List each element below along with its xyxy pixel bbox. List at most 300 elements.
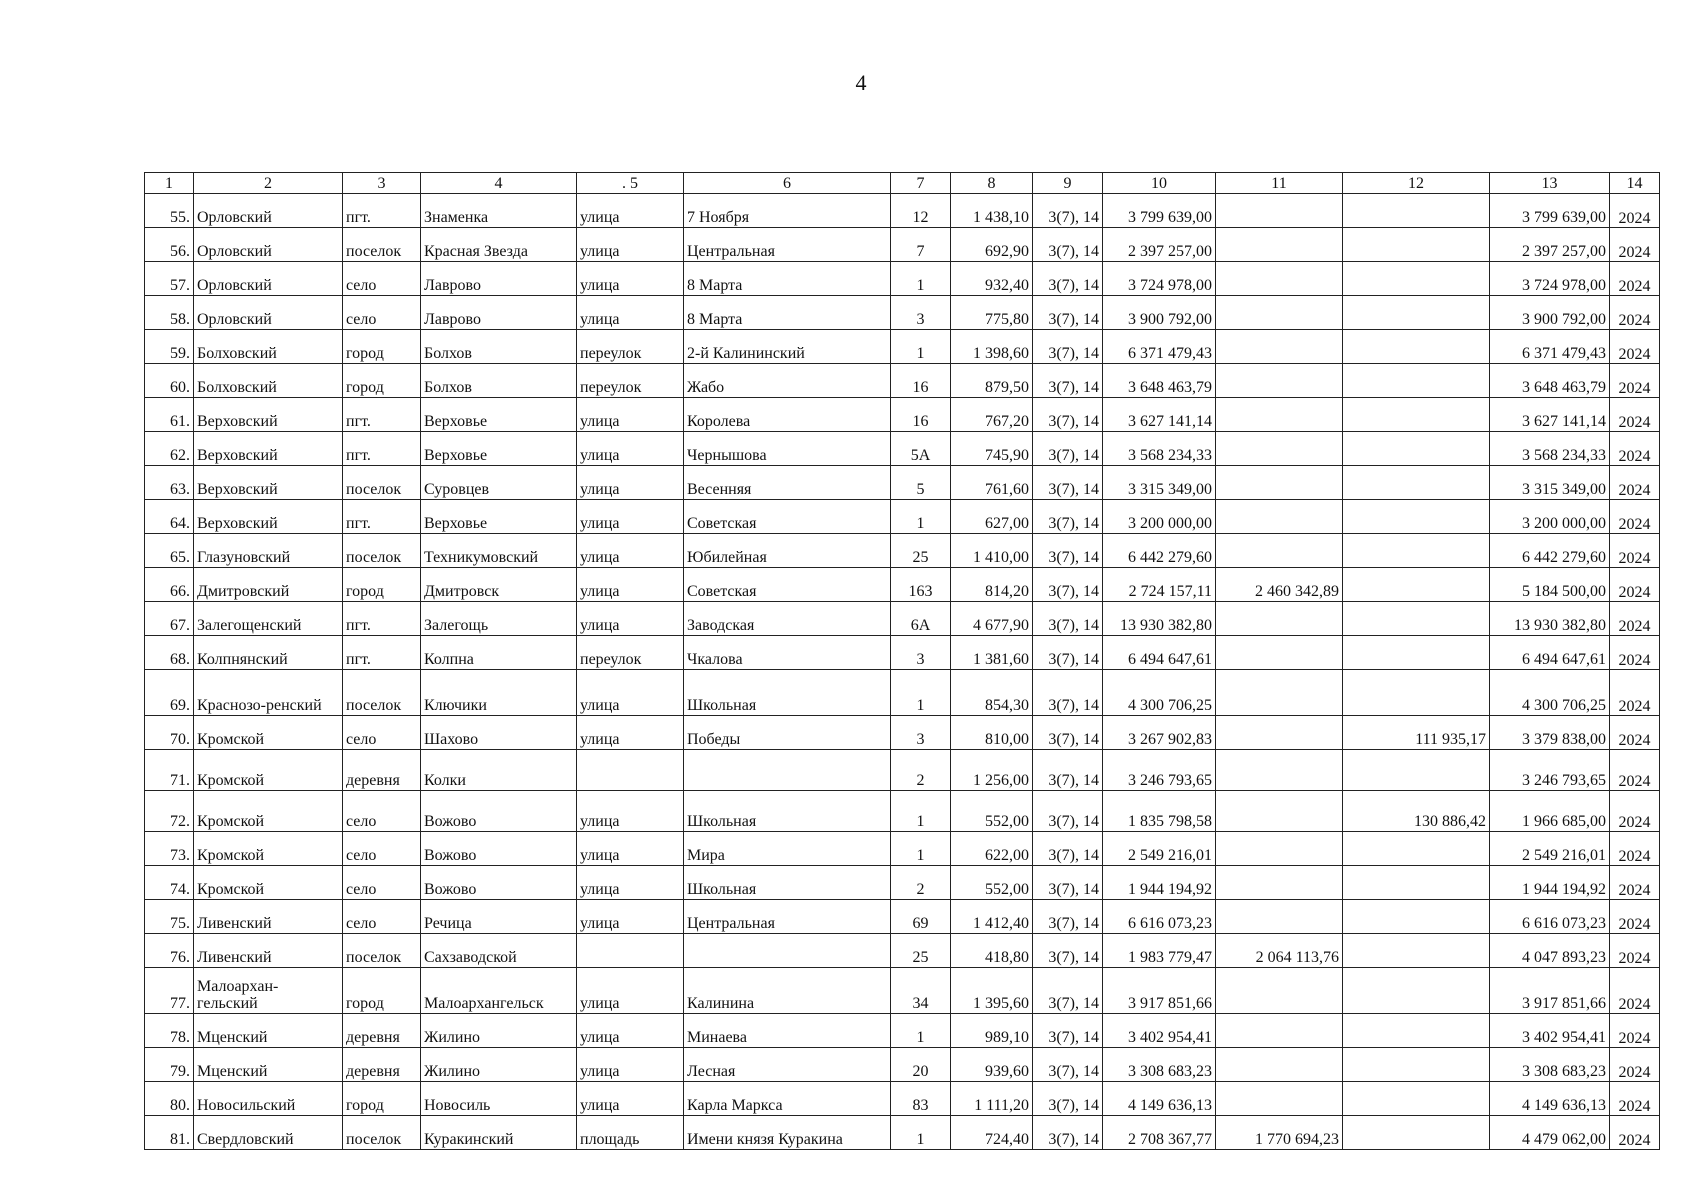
amount-cell: 6 494 647,61 — [1103, 636, 1216, 670]
total-cell: 4 149 636,13 — [1490, 1082, 1610, 1116]
total-cell: 3 200 000,00 — [1490, 500, 1610, 534]
code-cell: 3(7), 14 — [1033, 636, 1103, 670]
amount-col11-cell — [1216, 750, 1343, 791]
district-cell: Болховский — [194, 330, 343, 364]
house-number-cell: 25 — [891, 534, 951, 568]
amount-col11-cell — [1216, 670, 1343, 716]
amount-col12-cell — [1343, 364, 1490, 398]
table-row — [145, 194, 1660, 228]
house-number-cell: 1 — [891, 832, 951, 866]
amount-cell: 3 267 902,83 — [1103, 716, 1216, 750]
district-cell: Кромской — [194, 716, 343, 750]
district-cell: Глазуновский — [194, 534, 343, 568]
row-number-cell: 76. — [145, 934, 194, 968]
table-row — [145, 568, 1660, 602]
row-number-cell: 61. — [145, 398, 194, 432]
locality-cell: Лаврово — [421, 262, 577, 296]
street-type-cell: улица — [577, 1048, 684, 1082]
district-cell: Верховский — [194, 466, 343, 500]
street-cell: Чернышова — [684, 432, 891, 466]
district-cell: Мценский — [194, 1048, 343, 1082]
area-cell: 1 111,20 — [951, 1082, 1033, 1116]
street-type-cell: улица — [577, 900, 684, 934]
table-row — [145, 968, 1660, 1014]
table-row — [145, 534, 1660, 568]
settlement-type-cell: город — [343, 968, 421, 1014]
row-number-cell: 56. — [145, 228, 194, 262]
column-header: 12 — [1343, 173, 1490, 194]
amount-cell: 2 397 257,00 — [1103, 228, 1216, 262]
street-cell: Королева — [684, 398, 891, 432]
district-cell: Малоархан-гельский — [194, 968, 343, 1014]
street-cell: Лесная — [684, 1048, 891, 1082]
code-cell: 3(7), 14 — [1033, 968, 1103, 1014]
street-type-cell: улица — [577, 296, 684, 330]
house-number-cell: 83 — [891, 1082, 951, 1116]
street-cell: Чкалова — [684, 636, 891, 670]
row-number-cell: 77. — [145, 968, 194, 1014]
total-cell: 3 627 141,14 — [1490, 398, 1610, 432]
year-cell: 2024 — [1610, 1082, 1660, 1116]
street-type-cell: улица — [577, 262, 684, 296]
area-cell: 418,80 — [951, 934, 1033, 968]
total-cell: 4 047 893,23 — [1490, 934, 1610, 968]
street-type-cell: улица — [577, 866, 684, 900]
locality-cell: Колки — [421, 750, 577, 791]
column-header: 4 — [421, 173, 577, 194]
district-cell: Ливенский — [194, 934, 343, 968]
total-cell: 3 568 234,33 — [1490, 432, 1610, 466]
amount-col11-cell — [1216, 534, 1343, 568]
row-number-cell: 59. — [145, 330, 194, 364]
street-type-cell: улица — [577, 194, 684, 228]
code-cell: 3(7), 14 — [1033, 296, 1103, 330]
amount-col12-cell: 130 886,42 — [1343, 791, 1490, 832]
table-row — [145, 432, 1660, 466]
year-cell: 2024 — [1610, 568, 1660, 602]
row-number-cell: 60. — [145, 364, 194, 398]
table-row — [145, 398, 1660, 432]
area-cell: 1 438,10 — [951, 194, 1033, 228]
settlement-type-cell: поселок — [343, 934, 421, 968]
settlement-type-cell: пгт. — [343, 636, 421, 670]
area-cell: 989,10 — [951, 1014, 1033, 1048]
amount-col11-cell — [1216, 636, 1343, 670]
street-type-cell: улица — [577, 791, 684, 832]
street-cell: 7 Ноября — [684, 194, 891, 228]
year-cell: 2024 — [1610, 296, 1660, 330]
house-number-cell: 7 — [891, 228, 951, 262]
amount-col12-cell — [1343, 330, 1490, 364]
table-row — [145, 900, 1660, 934]
amount-cell: 3 315 349,00 — [1103, 466, 1216, 500]
district-cell: Орловский — [194, 228, 343, 262]
code-cell: 3(7), 14 — [1033, 750, 1103, 791]
amount-cell: 6 616 073,23 — [1103, 900, 1216, 934]
page-number: 4 — [855, 70, 867, 95]
total-cell: 3 799 639,00 — [1490, 194, 1610, 228]
amount-col12-cell — [1343, 398, 1490, 432]
district-cell: Верховский — [194, 398, 343, 432]
year-cell: 2024 — [1610, 900, 1660, 934]
code-cell: 3(7), 14 — [1033, 228, 1103, 262]
street-cell: Заводская — [684, 602, 891, 636]
area-cell: 767,20 — [951, 398, 1033, 432]
total-cell: 1 966 685,00 — [1490, 791, 1610, 832]
amount-cell: 1 983 779,47 — [1103, 934, 1216, 968]
amount-cell: 6 442 279,60 — [1103, 534, 1216, 568]
total-cell: 4 300 706,25 — [1490, 670, 1610, 716]
street-type-cell: улица — [577, 228, 684, 262]
amount-col11-cell — [1216, 1082, 1343, 1116]
row-number-cell: 66. — [145, 568, 194, 602]
district-cell: Мценский — [194, 1014, 343, 1048]
area-cell: 1 256,00 — [951, 750, 1033, 791]
amount-col12-cell — [1343, 568, 1490, 602]
amount-cell: 6 371 479,43 — [1103, 330, 1216, 364]
street-type-cell: улица — [577, 466, 684, 500]
amount-cell: 3 627 141,14 — [1103, 398, 1216, 432]
street-cell: Победы — [684, 716, 891, 750]
street-type-cell: переулок — [577, 364, 684, 398]
year-cell: 2024 — [1610, 602, 1660, 636]
locality-cell: Вожово — [421, 791, 577, 832]
amount-col11-cell — [1216, 716, 1343, 750]
area-cell: 1 381,60 — [951, 636, 1033, 670]
house-number-cell: 1 — [891, 791, 951, 832]
total-cell: 3 917 851,66 — [1490, 968, 1610, 1014]
street-type-cell: улица — [577, 568, 684, 602]
locality-cell: Вожово — [421, 832, 577, 866]
total-cell: 3 648 463,79 — [1490, 364, 1610, 398]
street-cell: Весенняя — [684, 466, 891, 500]
amount-col12-cell — [1343, 866, 1490, 900]
column-header: 13 — [1490, 173, 1610, 194]
code-cell: 3(7), 14 — [1033, 832, 1103, 866]
column-header: 7 — [891, 173, 951, 194]
house-number-cell: 3 — [891, 716, 951, 750]
amount-cell: 3 900 792,00 — [1103, 296, 1216, 330]
table-row — [145, 1014, 1660, 1048]
house-number-cell: 34 — [891, 968, 951, 1014]
row-number-cell: 74. — [145, 866, 194, 900]
street-cell: Юбилейная — [684, 534, 891, 568]
locality-cell: Сахзаводской — [421, 934, 577, 968]
amount-col11-cell — [1216, 1048, 1343, 1082]
amount-col11-cell — [1216, 1014, 1343, 1048]
house-number-cell: 5А — [891, 432, 951, 466]
amount-col11-cell — [1216, 602, 1343, 636]
locality-cell: Жилино — [421, 1014, 577, 1048]
street-type-cell — [577, 750, 684, 791]
amount-col12-cell — [1343, 466, 1490, 500]
column-header: 10 — [1103, 173, 1216, 194]
house-number-cell: 2 — [891, 750, 951, 791]
street-type-cell: площадь — [577, 1116, 684, 1150]
row-number-cell: 78. — [145, 1014, 194, 1048]
settlement-type-cell: деревня — [343, 1048, 421, 1082]
year-cell: 2024 — [1610, 330, 1660, 364]
table-row — [145, 500, 1660, 534]
total-cell: 4 479 062,00 — [1490, 1116, 1610, 1150]
total-cell: 3 246 793,65 — [1490, 750, 1610, 791]
area-cell: 939,60 — [951, 1048, 1033, 1082]
area-cell: 1 395,60 — [951, 968, 1033, 1014]
street-cell: Школьная — [684, 670, 891, 716]
header-row — [145, 173, 1660, 194]
code-cell: 3(7), 14 — [1033, 330, 1103, 364]
amount-cell: 4 149 636,13 — [1103, 1082, 1216, 1116]
settlement-type-cell: село — [343, 832, 421, 866]
total-cell: 6 371 479,43 — [1490, 330, 1610, 364]
street-cell: Школьная — [684, 866, 891, 900]
street-cell: Центральная — [684, 900, 891, 934]
row-number-cell: 63. — [145, 466, 194, 500]
amount-col11-cell: 1 770 694,23 — [1216, 1116, 1343, 1150]
row-number-cell: 57. — [145, 262, 194, 296]
total-cell: 6 494 647,61 — [1490, 636, 1610, 670]
street-cell: Имени князя Куракина — [684, 1116, 891, 1150]
locality-cell: Знаменка — [421, 194, 577, 228]
house-number-cell: 3 — [891, 636, 951, 670]
row-number-cell: 70. — [145, 716, 194, 750]
street-type-cell — [577, 934, 684, 968]
amount-col12-cell — [1343, 262, 1490, 296]
locality-cell: Техникумовский — [421, 534, 577, 568]
amount-cell: 4 300 706,25 — [1103, 670, 1216, 716]
street-type-cell: улица — [577, 1082, 684, 1116]
settlement-type-cell: село — [343, 262, 421, 296]
area-cell: 879,50 — [951, 364, 1033, 398]
house-number-cell: 12 — [891, 194, 951, 228]
code-cell: 3(7), 14 — [1033, 670, 1103, 716]
year-cell: 2024 — [1610, 466, 1660, 500]
total-cell: 2 397 257,00 — [1490, 228, 1610, 262]
total-cell: 13 930 382,80 — [1490, 602, 1610, 636]
year-cell: 2024 — [1610, 791, 1660, 832]
code-cell: 3(7), 14 — [1033, 602, 1103, 636]
locality-cell: Верховье — [421, 398, 577, 432]
column-header: 11 — [1216, 173, 1343, 194]
district-cell: Верховский — [194, 432, 343, 466]
street-type-cell: улица — [577, 398, 684, 432]
amount-col11-cell — [1216, 262, 1343, 296]
amount-col11-cell: 2 064 113,76 — [1216, 934, 1343, 968]
house-number-cell: 6А — [891, 602, 951, 636]
code-cell: 3(7), 14 — [1033, 568, 1103, 602]
row-number-cell: 80. — [145, 1082, 194, 1116]
settlement-type-cell: деревня — [343, 1014, 421, 1048]
code-cell: 3(7), 14 — [1033, 194, 1103, 228]
house-number-cell: 16 — [891, 364, 951, 398]
year-cell: 2024 — [1610, 968, 1660, 1014]
year-cell: 2024 — [1610, 1048, 1660, 1082]
area-cell: 775,80 — [951, 296, 1033, 330]
district-cell: Дмитровский — [194, 568, 343, 602]
amount-cell: 2 549 216,01 — [1103, 832, 1216, 866]
house-number-cell: 69 — [891, 900, 951, 934]
amount-cell: 2 724 157,11 — [1103, 568, 1216, 602]
total-cell: 3 315 349,00 — [1490, 466, 1610, 500]
year-cell: 2024 — [1610, 228, 1660, 262]
street-cell: Карла Маркса — [684, 1082, 891, 1116]
table-row — [145, 1082, 1660, 1116]
table-row — [145, 228, 1660, 262]
code-cell: 3(7), 14 — [1033, 534, 1103, 568]
amount-col12-cell — [1343, 832, 1490, 866]
amount-col11-cell — [1216, 500, 1343, 534]
area-cell: 745,90 — [951, 432, 1033, 466]
area-cell: 622,00 — [951, 832, 1033, 866]
amount-col12-cell — [1343, 1082, 1490, 1116]
locality-cell: Болхов — [421, 330, 577, 364]
amount-cell: 3 799 639,00 — [1103, 194, 1216, 228]
settlement-type-cell: город — [343, 364, 421, 398]
registry-table — [144, 172, 1660, 1150]
street-type-cell: улица — [577, 432, 684, 466]
street-type-cell: улица — [577, 602, 684, 636]
settlement-type-cell: поселок — [343, 1116, 421, 1150]
street-type-cell: улица — [577, 716, 684, 750]
locality-cell: Дмитровск — [421, 568, 577, 602]
amount-col12-cell — [1343, 934, 1490, 968]
amount-col12-cell — [1343, 602, 1490, 636]
house-number-cell: 3 — [891, 296, 951, 330]
locality-cell: Верховье — [421, 432, 577, 466]
settlement-type-cell: город — [343, 568, 421, 602]
year-cell: 2024 — [1610, 534, 1660, 568]
amount-cell: 3 200 000,00 — [1103, 500, 1216, 534]
amount-col12-cell — [1343, 194, 1490, 228]
year-cell: 2024 — [1610, 750, 1660, 791]
house-number-cell: 1 — [891, 330, 951, 364]
settlement-type-cell: поселок — [343, 534, 421, 568]
column-header: . 5 — [577, 173, 684, 194]
amount-cell: 2 708 367,77 — [1103, 1116, 1216, 1150]
amount-col12-cell — [1343, 228, 1490, 262]
code-cell: 3(7), 14 — [1033, 398, 1103, 432]
area-cell: 810,00 — [951, 716, 1033, 750]
locality-cell: Верховье — [421, 500, 577, 534]
street-cell: Мира — [684, 832, 891, 866]
settlement-type-cell: пгт. — [343, 500, 421, 534]
locality-cell: Малоархангельск — [421, 968, 577, 1014]
house-number-cell: 1 — [891, 1014, 951, 1048]
code-cell: 3(7), 14 — [1033, 716, 1103, 750]
area-cell: 692,90 — [951, 228, 1033, 262]
settlement-type-cell: поселок — [343, 228, 421, 262]
total-cell: 1 944 194,92 — [1490, 866, 1610, 900]
year-cell: 2024 — [1610, 1014, 1660, 1048]
district-cell: Орловский — [194, 262, 343, 296]
table-row — [145, 1048, 1660, 1082]
total-cell: 3 402 954,41 — [1490, 1014, 1610, 1048]
row-number-cell: 81. — [145, 1116, 194, 1150]
area-cell: 814,20 — [951, 568, 1033, 602]
amount-col11-cell — [1216, 194, 1343, 228]
amount-col12-cell — [1343, 670, 1490, 716]
code-cell: 3(7), 14 — [1033, 1048, 1103, 1082]
settlement-type-cell: пгт. — [343, 602, 421, 636]
street-type-cell: улица — [577, 500, 684, 534]
amount-cell: 3 402 954,41 — [1103, 1014, 1216, 1048]
street-cell: Советская — [684, 500, 891, 534]
amount-cell: 3 568 234,33 — [1103, 432, 1216, 466]
amount-col11-cell — [1216, 832, 1343, 866]
settlement-type-cell: село — [343, 900, 421, 934]
area-cell: 552,00 — [951, 791, 1033, 832]
house-number-cell: 5 — [891, 466, 951, 500]
house-number-cell: 16 — [891, 398, 951, 432]
table-row — [145, 791, 1660, 832]
settlement-type-cell: пгт. — [343, 194, 421, 228]
street-cell: Жабо — [684, 364, 891, 398]
amount-cell: 3 917 851,66 — [1103, 968, 1216, 1014]
row-number-cell: 55. — [145, 194, 194, 228]
district-cell: Кромской — [194, 866, 343, 900]
table-row — [145, 866, 1660, 900]
year-cell: 2024 — [1610, 934, 1660, 968]
row-number-cell: 65. — [145, 534, 194, 568]
amount-col11-cell: 2 460 342,89 — [1216, 568, 1343, 602]
amount-col12-cell — [1343, 1116, 1490, 1150]
street-cell: Школьная — [684, 791, 891, 832]
area-cell: 1 410,00 — [951, 534, 1033, 568]
row-number-cell: 72. — [145, 791, 194, 832]
area-cell: 761,60 — [951, 466, 1033, 500]
street-cell: Калинина — [684, 968, 891, 1014]
row-number-cell: 75. — [145, 900, 194, 934]
row-number-cell: 62. — [145, 432, 194, 466]
district-cell: Верховский — [194, 500, 343, 534]
area-cell: 854,30 — [951, 670, 1033, 716]
amount-col12-cell — [1343, 1048, 1490, 1082]
settlement-type-cell: деревня — [343, 750, 421, 791]
amount-col12-cell — [1343, 968, 1490, 1014]
total-cell: 2 549 216,01 — [1490, 832, 1610, 866]
year-cell: 2024 — [1610, 866, 1660, 900]
house-number-cell: 1 — [891, 262, 951, 296]
street-cell: Советская — [684, 568, 891, 602]
street-cell — [684, 934, 891, 968]
total-cell: 5 184 500,00 — [1490, 568, 1610, 602]
district-cell: Ливенский — [194, 900, 343, 934]
amount-col12-cell — [1343, 296, 1490, 330]
table-row — [145, 716, 1660, 750]
row-number-cell: 67. — [145, 602, 194, 636]
amount-col12-cell — [1343, 500, 1490, 534]
locality-cell: Новосиль — [421, 1082, 577, 1116]
house-number-cell: 2 — [891, 866, 951, 900]
amount-col11-cell — [1216, 398, 1343, 432]
street-cell: 2-й Калининский — [684, 330, 891, 364]
amount-cell: 1 944 194,92 — [1103, 866, 1216, 900]
amount-col12-cell — [1343, 636, 1490, 670]
locality-cell: Колпна — [421, 636, 577, 670]
column-header: 8 — [951, 173, 1033, 194]
year-cell: 2024 — [1610, 364, 1660, 398]
row-number-cell: 69. — [145, 670, 194, 716]
district-cell: Залегощенский — [194, 602, 343, 636]
district-cell: Колпнянский — [194, 636, 343, 670]
locality-cell: Шахово — [421, 716, 577, 750]
area-cell: 1 412,40 — [951, 900, 1033, 934]
locality-cell: Залегощь — [421, 602, 577, 636]
total-cell: 3 308 683,23 — [1490, 1048, 1610, 1082]
code-cell: 3(7), 14 — [1033, 1082, 1103, 1116]
locality-cell: Болхов — [421, 364, 577, 398]
street-type-cell: улица — [577, 534, 684, 568]
